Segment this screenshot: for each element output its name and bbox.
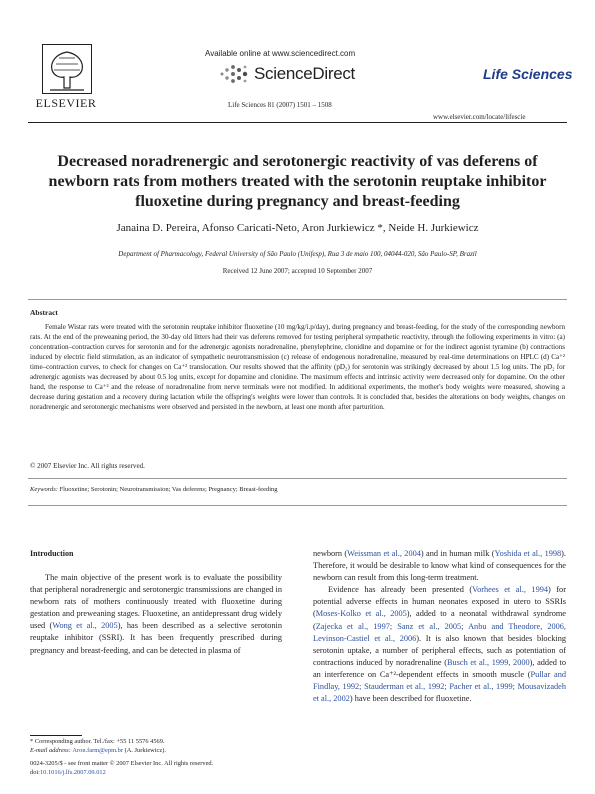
intro-text: ). Therefore, it would be desirable to know what kind of consequences for the newborn can result from this long-term treatment. <box>313 549 567 583</box>
intro-text: newborn ( <box>313 549 348 558</box>
intro-paragraph-2 <box>313 584 566 705</box>
citation-link[interactable]: Busch et al., 1999, 2000 <box>447 657 530 667</box>
email-note <box>30 746 166 755</box>
email-suffix: (A. Jurkiewicz). <box>124 747 166 754</box>
intro-text: ), has been described as a selective serotonin reuptake inhibitor (SSRI). It has been frequently prescribed during pregnancy and breast-feeding, and can be detected in plasma of <box>30 621 282 655</box>
intro-text: ) for potential adverse effects in human neonates exposed in utero to SSRIs ( <box>313 585 566 619</box>
intro-paragraph-1 <box>30 572 282 657</box>
citation-link[interactable]: Yoshida et al., 1998 <box>494 549 562 558</box>
citation-link[interactable]: Wong et al., 2005 <box>52 621 118 631</box>
author-list: Janaina D. Pereira, Afonso Caricati-Neto, Aron Jurkiewicz *, Neide H. Jurkiewicz <box>116 222 479 234</box>
citation-link[interactable]: Zajecka et al., 1997; Sanz et al., 2005; Anbu and Theodore, 2006, Levinson-Castiel et al., 2006 <box>313 621 566 643</box>
copyright-notice: © 2007 Elsevier Inc. All rights reserved. <box>30 462 145 470</box>
article-title: Decreased noradrenergic and serotonergic reactivity of vas deferens of newborn rats from mothers treated with the serotonin reuptake inhibitor fluoxetine during pregnancy and breast-feeding <box>48 153 547 210</box>
intro-text: ). It is also known that besides blocking serotonin uptake, a number of peripheral effects, such as potentiation of contractions induced by noradrenaline ( <box>313 633 567 667</box>
intro-text: ), added to an interference on Ca⁺²-dependent effects in smooth muscle ( <box>313 657 566 679</box>
email-label: E-mail address: <box>30 747 71 754</box>
available-online-text: Available online at www.sciencedirect.com <box>205 49 356 58</box>
citation-link[interactable]: Moses-Kolko et al., 2005 <box>315 609 407 619</box>
citation-link[interactable]: Weissman et al., 2004 <box>347 549 421 558</box>
email-link[interactable]: Aron.farm@epm.br <box>72 747 123 754</box>
intro-text: Evidence has already been presented ( <box>328 585 473 595</box>
doi-line <box>30 768 106 777</box>
elsevier-wordmark: ELSEVIER <box>35 96 97 110</box>
keywords-list: Fluoxetine; Serotonin; Neurotransmission; Vas deferens; Pregnancy; Breast-feeding <box>59 486 278 493</box>
abstract-bottom-divider <box>28 505 567 506</box>
abstract-middle-divider <box>28 478 567 479</box>
abstract-heading: Abstract <box>30 308 58 317</box>
received-dates: Received 12 June 2007; accepted 10 September 2007 <box>222 267 373 275</box>
intro-text: ) have been described for fluoxetine. <box>349 694 472 704</box>
citation-link[interactable]: Vorhees et al., 1994 <box>472 585 549 595</box>
journal-reference: Life Sciences 81 (2007) 1501 – 1508 <box>228 101 332 109</box>
keywords-label: Keywords: <box>30 486 58 493</box>
journal-url[interactable]: www.elsevier.com/locate/lifescie <box>433 113 526 121</box>
right-column <box>313 548 566 705</box>
intro-text: The main objective of the present work is to evaluate the possibility that peripheral noradrenergic and serotonergic transmissions are changed in newborn rats of mothers continuously treated with fluoxetine during gestation and preweaning stages. Fluoxetine, an antidepressant drug widely used ( <box>30 573 282 631</box>
section-heading-introduction: Introduction <box>30 549 74 558</box>
intro-text: ), added to a neonatal withdrawal syndrome ( <box>313 609 566 631</box>
page-header <box>0 0 595 125</box>
intro-text: ) and in human milk ( <box>420 549 495 558</box>
sciencedirect-wordmark: ScienceDirect <box>254 64 355 83</box>
sciencedirect-dots-icon <box>218 64 252 84</box>
issn-line: 0024-3205/$ - see front matter © 2007 Elsevier Inc. All rights reserved. <box>30 760 214 767</box>
elsevier-tree-icon <box>42 44 92 94</box>
corresponding-author-note: * Corresponding author. Tel./fax: +55 11 5576 4569. <box>30 738 165 745</box>
keywords-line <box>30 486 278 493</box>
intro-paragraph-continued <box>313 548 566 584</box>
doi-link[interactable]: 10.1016/j.lfs.2007.09.012 <box>39 769 106 776</box>
footnote-divider <box>30 735 82 736</box>
abstract-top-divider <box>28 299 567 300</box>
sciencedirect-logo <box>218 62 358 86</box>
citation-link[interactable]: Pullar and Findlay, 1992; Stauderman et al., 1992; Pacher et al., 1999; Mousavizadeh et al., 2002 <box>313 669 566 704</box>
elsevier-logo <box>28 44 104 110</box>
header-divider <box>28 122 567 123</box>
affiliation: Department of Pharmacology, Federal University of São Paulo (Unifesp), Rua 3 de maio 100, 04044-020, São Paulo-SP, Brazil <box>118 250 477 258</box>
doi-label: doi: <box>30 769 40 776</box>
journal-logo: Life Sciences <box>483 66 573 82</box>
abstract-body: Female Wistar rats were treated with the serotonin reuptake inhibitor fluoxetine (10 mg/kg/i.p/day), during pregnancy and breast-feeding, for the study of the corresponding newborn rats. At the end of the preweaning period, the 30-day old litters had their vas deferens removed for testing peripheral sympathetic reactivity, through the following experiments in vitro: (a) concentration–contraction curves for serotonin and for the adrenergic agonists noradrenaline, phenylephrine, clonidine and dopamine or for the indirect agonist tyramine (b) contractions induced by electric field stimulation, as an indicator of sympathetic neurotransmission (c) release of endogenous noradrenaline, measured by real-time determinations on HPLC (d) Ca⁺² time–contraction curves, to check for changes on Ca⁺² translocation. Our results showed that the affinity (pD₂) for serotonin was strikingly decreased by about 1.5 log units. The pD₂ for adrenergic agonists was decreased by about 0.5 log units, except for dopamine and clonidine. The maximum effects and intrinsic activity were decreased only for dopamine. On the other hand, the response to Ca⁺² and the release of noradrenaline from nerve terminals were not modified. In additional experiments, the mother's body weights were measured, showing a decrease during gestation and a recovery during lactation while the offspring's weights were lower than controls. It is concluded that, besides the alterations on body weights, changes on noradrenergic and serotonergic mechanisms were observed and persisted in the newborn, at least one month after parturition. <box>30 323 565 411</box>
